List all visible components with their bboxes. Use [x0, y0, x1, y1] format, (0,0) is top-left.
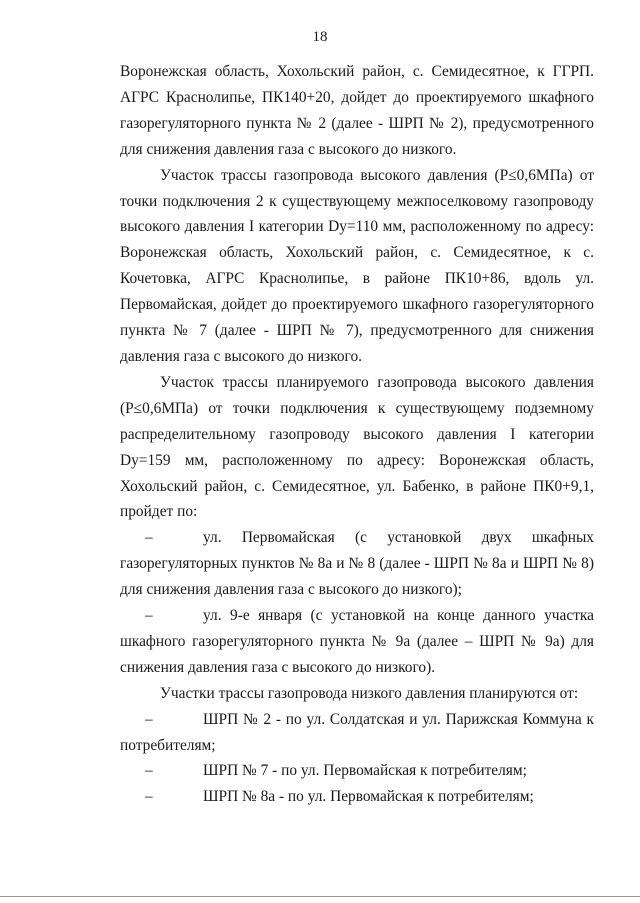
page-number: 18	[312, 29, 328, 45]
list-item-text: ул. 9-е января (с установкой на конце данного участка шкафного газорегуляторного пункта № 9а (далее – ШРП № 9а) для снижения давления газа с высокого до низкого).	[120, 607, 594, 676]
list-item-text: ШРП № 8а - по ул. Первомайская к потребителям;	[203, 788, 534, 806]
paragraph-low-pressure-intro: Участки трассы газопровода низкого давления планируются от:	[160, 684, 579, 702]
dash-bullet: –	[145, 762, 153, 780]
list-item	[120, 758, 594, 784]
page-bottom-edge	[0, 896, 640, 897]
dash-bullet: –	[145, 529, 153, 547]
dash-bullet: –	[145, 788, 153, 806]
list-item	[120, 603, 594, 681]
paragraph-high-pressure-section-2: Участок трассы планируемого газопровода высокого давления (Р≤0,6МПа) от точки подключения к существующему подземному распределительному газопроводу высокого давления I категории Dy=159 мм, расположенному по адресу: Воронежская область, Хохольский район, с. Семидесятное, ул. Бабенко, в районе ПК0+9,1, пройдет по:	[120, 373, 594, 521]
dash-bullet: –	[145, 607, 153, 625]
list-item	[120, 784, 594, 810]
list-item-text: ул. Первомайская (с установкой двух шкафных газорегуляторных пунктов № 8а и № 8 (далее - ШРП № 8а и ШРП № 8) для снижения давления газа с высокого до низкого);	[120, 529, 594, 599]
paragraph-high-pressure-section-1: Участок трассы газопровода высокого давления (Р≤0,6МПа) от точки подключения 2 к существующему межпоселковому газопроводу высокого давления I категории Dy=110 мм, расположенному по адресу: Воронежская область, Хохольский район, с. Семидесятное, к с. Кочетовка, АГРС Краснолипье, в районе ПК10+86, вдоль ул. Первомайская, дойдет до проектируемого шкафного газорегуляторного пункта № 7 (далее - ШРП № 7), предусмотренного для снижения давления газа с высокого до низкого.	[120, 166, 594, 365]
document-body	[120, 59, 594, 810]
paragraph-continuation: Воронежская область, Хохольский район, с. Семидесятное, к ГГРП. АГРС Краснолипье, ПК140+20, дойдет до проектируемого шкафного газорегуляторного пункта № 2 (далее - ШРП № 2), предусмотренного для снижения давления газа с высокого до низкого.	[120, 63, 594, 158]
list-item	[120, 707, 594, 759]
dash-bullet: –	[145, 710, 153, 728]
list-item-text: ШРП № 7 - по ул. Первомайская к потребителям;	[203, 762, 527, 780]
list-item-text: ШРП № 2 - по ул. Солдатская и ул. Парижская Коммуна к потребителям;	[120, 710, 594, 754]
list-item	[120, 525, 594, 603]
